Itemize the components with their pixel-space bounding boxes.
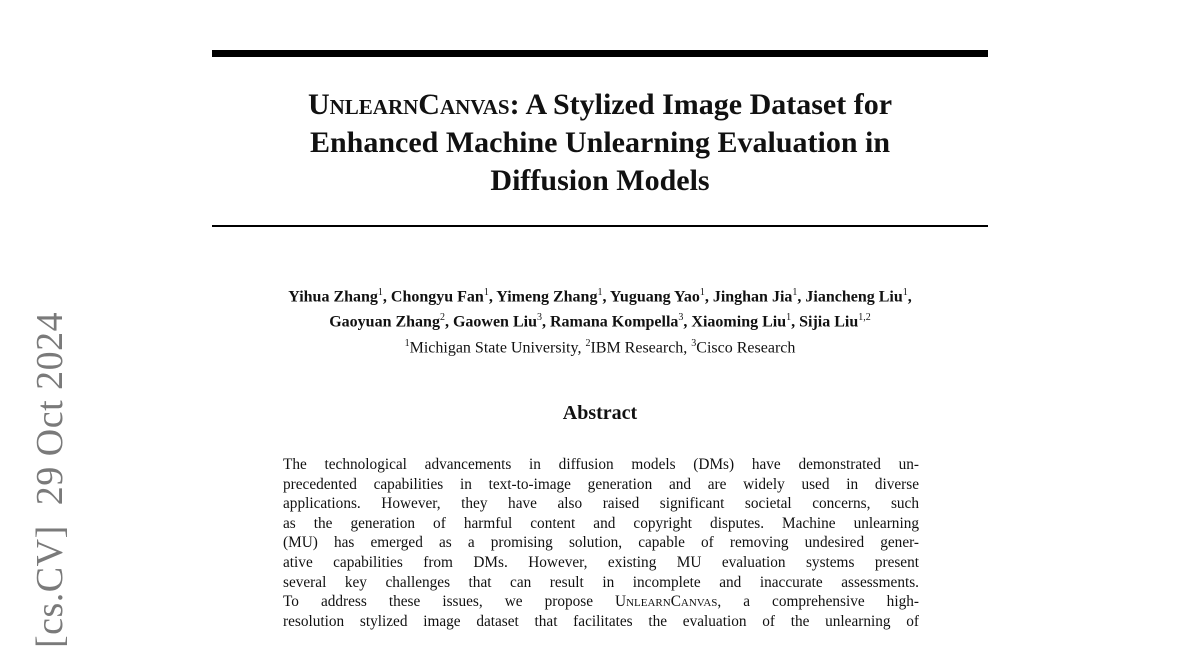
- author-name: Yihua Zhang: [288, 288, 378, 306]
- abstract-line: ative capabilities from DMs. However, existing MU evaluation systems present: [283, 553, 919, 571]
- abstract-line: resolution stylized image dataset that facilitates the evaluation of the unlearning of: [283, 612, 919, 630]
- abstract-line-with-brand: [283, 592, 919, 612]
- author-line-1: Yihua Zhang$^1$, Chongyu Fan$^1$, Yimeng Zhang$^1$, Yuguang Yao$^1$, Jinghan Jia$^1$, Jiancheng Liu$^1$,: [288, 287, 912, 306]
- affil-name: Cisco Research: [696, 338, 796, 356]
- author-sup: 2: [439, 312, 445, 324]
- title-line3: Diffusion Models: [490, 164, 710, 197]
- author-sup: 1: [786, 312, 792, 324]
- abstract-line: (MU) has emerged as a promising solution, capable of removing undesired gener-: [283, 534, 919, 552]
- abstract-heading: Abstract: [562, 402, 638, 424]
- author-sup: 1: [902, 287, 908, 298]
- author-sup: 3: [536, 312, 542, 324]
- arxiv-category: [cs.CV]: [29, 525, 71, 648]
- author-name: Jiancheng Liu: [805, 288, 903, 306]
- author-name: Xiaoming Liu: [691, 313, 787, 331]
- arxiv-side-stamp: [28, 312, 72, 648]
- author-name: Jinghan Jia: [712, 288, 793, 306]
- paper-title: [212, 86, 988, 200]
- author-name: Yimeng Zhang: [496, 288, 598, 306]
- affil-sup: 2: [585, 337, 591, 349]
- abstract-line: The technological advancements in diffusion models (DMs) have demonstrated un-: [283, 456, 919, 473]
- author-line-2: Gaoyuan Zhang$^2$, Gaowen Liu$^3$, Ramana Kompella$^3$, Xiaoming Liu$^1$, Sijia Liu$^{1,2}$: [329, 312, 871, 331]
- title-top-rule: [212, 50, 988, 57]
- arxiv-date: 29 Oct 2024: [29, 311, 71, 506]
- title-brand-part1: Unlearn: [307, 88, 419, 121]
- abstract-line8-start: To address these issues, we propose: [283, 593, 616, 611]
- author-sup: 1,2: [858, 312, 871, 324]
- author-name: Gaoyuan Zhang: [329, 313, 440, 331]
- author-sup: 1: [377, 287, 383, 298]
- title-bottom-rule: [212, 225, 988, 227]
- author-sup: 1: [597, 287, 603, 298]
- abstract-brand-part2: Canvas: [670, 593, 718, 611]
- author-name: Gaowen Liu: [452, 313, 537, 331]
- abstract-line8-rest: , a comprehensive high-: [717, 593, 919, 611]
- title-line2: Enhanced Machine Unlearning Evaluation in: [309, 126, 891, 159]
- abstract-line: precedented capabilities in text-to-image generation and are widely used in diverse: [283, 475, 919, 493]
- affil-name: IBM Research: [590, 338, 684, 356]
- author-sup: 1: [483, 287, 489, 298]
- author-block: [140, 282, 1060, 358]
- abstract-brand-part1: Unlearn: [615, 593, 671, 611]
- author-name: Yuguang Yao: [609, 288, 700, 306]
- author-sup: 3: [678, 312, 684, 324]
- author-sup: 1: [792, 287, 798, 298]
- abstract-line: several key challenges that can result in incomplete and inaccurate assessments.: [283, 573, 919, 591]
- affil-sup: 1: [404, 337, 410, 349]
- author-sup: 1: [699, 287, 705, 298]
- author-name: Chongyu Fan: [390, 288, 484, 306]
- abstract-line: applications. However, they have also raised significant societal concerns, such: [283, 495, 919, 513]
- abstract-line: as the generation of harmful content and copyright disputes. Machine unlearning: [283, 514, 919, 532]
- affil-sup: 3: [691, 337, 697, 349]
- affiliations-line: $^1$Michigan State University, $^2$IBM Research, $^3$Cisco Research: [404, 337, 796, 356]
- author-name: Ramana Kompella: [549, 313, 679, 331]
- affil-name: Michigan State University: [409, 338, 578, 356]
- title-line1-rest: : A Stylized Image Dataset for: [509, 88, 893, 121]
- author-name: Sijia Liu: [799, 313, 859, 331]
- title-brand-part2: Canvas: [418, 88, 510, 121]
- abstract-body: [283, 455, 919, 631]
